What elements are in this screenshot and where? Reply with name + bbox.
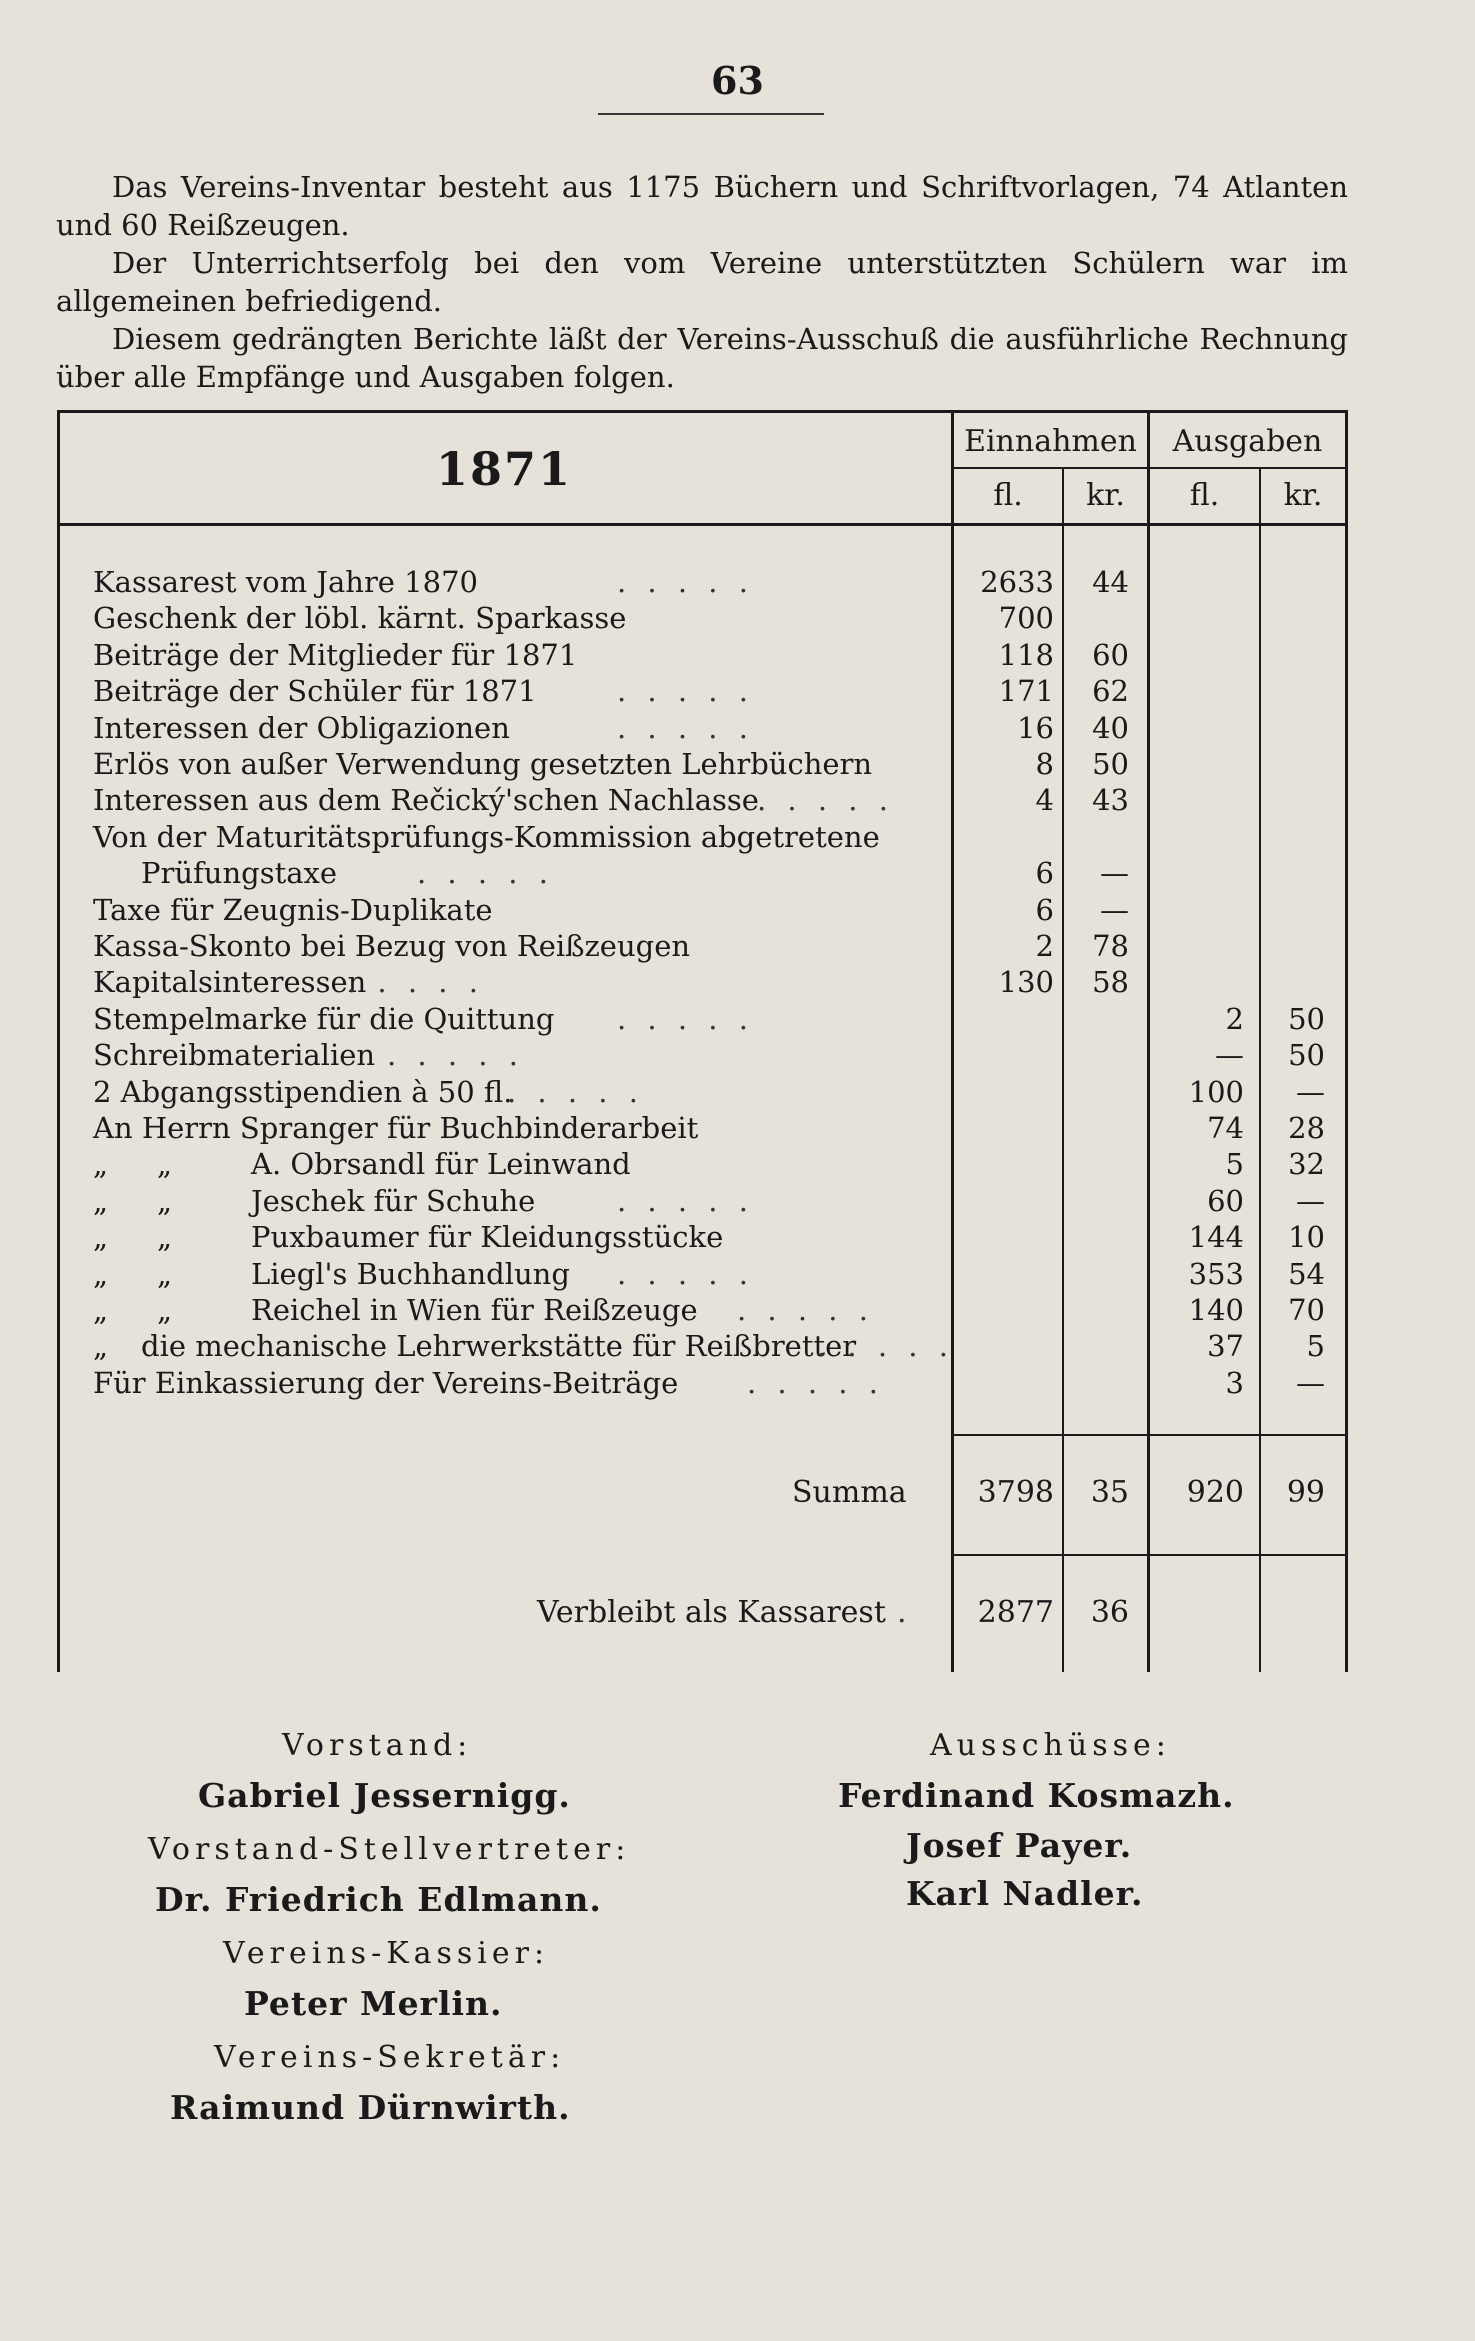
table-row [57,565,1348,599]
cell-ein-kr: — [1100,856,1129,891]
dot-leader: . . . . . [387,1038,524,1073]
cell-ein-kr: 60 [1092,637,1129,672]
sekretaer-title: Vereins-Sekretär: [214,2040,566,2075]
table-row [57,1111,1348,1145]
summa-ein-kr: 35 [1090,1475,1129,1510]
page-number-rule [598,113,824,115]
table-top-rule [57,410,1348,413]
table-row [57,638,1348,672]
cell-aus-kr: 10 [1288,1220,1325,1255]
cell-aus-fl: 353 [1188,1256,1244,1291]
cell-aus-fl: 140 [1188,1293,1244,1327]
cell-ein-fl: 8 [1035,747,1054,781]
summa-row [57,1476,1348,1510]
dot-leader: . . . . . [417,856,554,891]
dot-leader: . . . . . [617,1256,754,1291]
summa-aus-fl: 920 [1186,1475,1244,1510]
ditto-mark: „ [93,1220,109,1255]
balance-row [57,1596,1348,1630]
cell-aus-fl: 74 [1207,1111,1244,1145]
ditto-mark: „ [157,1220,173,1255]
cell-aus-kr: — [1296,1074,1325,1109]
ausschuss-name-2: Josef Payer. [906,1826,1133,1865]
cell-ein-kr: 44 [1092,565,1129,599]
cell-aus-fl: 2 [1225,1001,1244,1036]
row-label: 2 Abgangsstipendien à 50 fl. [93,1074,513,1109]
dot-leader: . . . . . [737,1293,874,1327]
cell-aus-kr: 28 [1288,1111,1325,1145]
row-label: Kapitalsinteressen [93,965,367,1000]
header-ein-fl: fl. [993,478,1023,513]
header-ausgaben: Ausgaben [1172,424,1323,459]
cell-aus-kr: 32 [1288,1147,1325,1182]
ausschuss-name-1: Ferdinand Kosmazh. [838,1776,1235,1815]
row-label: Reichel in Wien für Reißzeuge [251,1293,698,1327]
cell-aus-fl: 5 [1225,1147,1244,1182]
cell-aus-fl: 3 [1225,1365,1244,1400]
cell-aus-kr: — [1296,1365,1325,1400]
cell-ein-kr: — [1100,892,1129,927]
row-label: Von der Maturitätsprüfungs-Kommission abgetretene [93,819,880,854]
ditto-mark: „ [157,1256,173,1291]
cell-ein-fl: 6 [1035,856,1054,891]
cell-ein-kr: 58 [1092,965,1129,1000]
ditto-mark: „ [93,1329,109,1364]
table-row [57,1220,1348,1254]
balance-rule [951,1554,1348,1556]
table-row [57,893,1348,927]
dot-leader: . . . . . [507,1074,644,1109]
table-row [57,601,1348,635]
table-header-rule [57,523,1348,526]
cell-ein-kr: 62 [1092,674,1129,709]
summa-aus-kr: 99 [1286,1475,1325,1510]
sum-rule [951,1434,1348,1436]
cell-ein-fl: 700 [998,601,1054,636]
cell-ein-fl: 4 [1035,783,1054,818]
header-einnahmen: Einnahmen [964,424,1137,459]
row-label: An Herrn Spranger für Buchbinderarbeit [93,1111,699,1145]
table-row [57,747,1348,781]
cell-ein-fl: 2 [1035,929,1054,963]
row-label: Geschenk der löbl. kärnt. Sparkasse [93,601,627,636]
table-row [57,1366,1348,1400]
cell-ein-kr: 40 [1092,710,1129,745]
table-row [57,820,1348,854]
row-label: Stempelmarke für die Quittung [93,1001,555,1036]
paragraph-report: Diesem gedrängten Berichte läßt der Vereins-Ausschuß die ausführliche Rechnung über alle Empfänge und Ausgaben folgen. [56,322,1348,394]
cell-aus-kr: 5 [1306,1329,1325,1364]
row-label: Kassarest vom Jahre 1870 [93,565,478,599]
dot-leader: . . . . . [757,783,894,818]
cell-aus-kr: 70 [1288,1293,1325,1327]
table-row [57,674,1348,708]
table-row [57,1002,1348,1036]
ditto-mark: „ [93,1293,109,1327]
cell-aus-fl: — [1215,1038,1244,1073]
dot-leader: . . . . . [747,1365,884,1400]
dot-leader: . . . . . [617,710,754,745]
table-row [57,1329,1348,1363]
dot-leader: . . . . . [817,1329,954,1364]
balance-ein-fl: 2877 [977,1595,1054,1630]
cell-ein-fl: 130 [998,965,1054,1000]
table-row [57,711,1348,745]
vorstand-name: Gabriel Jessernigg. [198,1776,571,1815]
summa-ein-fl: 3798 [977,1475,1054,1510]
header-aus-kr: kr. [1283,478,1323,513]
row-label: Interessen der Obligazionen [93,710,510,745]
ditto-mark: „ [93,1183,109,1218]
cell-aus-fl: 37 [1207,1329,1244,1364]
row-label: Erlös von außer Verwendung gesetzten Lehrbüchern [93,747,873,781]
cell-ein-fl: 171 [998,674,1054,709]
sekretaer-name: Raimund Dürnwirth. [170,2088,571,2127]
dot-leader: . . . . . [617,1001,754,1036]
row-label: Puxbaumer für Kleidungsstücke [251,1220,724,1255]
table-row [57,856,1348,890]
ditto-mark: „ [157,1147,173,1182]
ditto-mark: „ [157,1183,173,1218]
table-row [57,1257,1348,1291]
row-label: Für Einkassierung der Vereins-Beiträge [93,1365,679,1400]
accounts-table [57,410,1348,1672]
row-label: Kassa-Skonto bei Bezug von Reißzeugen [93,929,691,963]
table-row [57,1075,1348,1109]
ditto-mark: „ [93,1256,109,1291]
header-aus-fl: fl. [1189,478,1220,513]
cell-aus-kr: 54 [1288,1256,1325,1291]
cell-aus-kr: 50 [1288,1001,1325,1036]
cell-ein-fl: 2633 [980,565,1054,599]
ditto-mark: „ [157,1293,173,1327]
dot-leader: . . . . . [617,565,754,599]
kassier-name: Peter Merlin. [244,1984,503,2023]
balance-ein-kr: 36 [1090,1595,1129,1630]
cell-ein-kr: 50 [1092,747,1129,781]
table-row [57,783,1348,817]
table-row [57,1293,1348,1327]
table-row [57,1147,1348,1181]
table-row [57,929,1348,963]
table-year: 1871 [435,442,573,496]
dot-leader: . . . . . [617,1183,754,1218]
cell-ein-fl: 16 [1017,710,1054,745]
ditto-mark: „ [93,1147,109,1182]
cell-ein-fl: 6 [1035,892,1054,927]
row-label: A. Obrsandl für Leinwand [251,1147,631,1182]
cell-aus-kr: 50 [1288,1038,1325,1073]
table-row [57,1184,1348,1218]
paragraph-inventory: Das Vereins-Inventar besteht aus 1175 Büchern und Schriftvorlagen, 74 Atlanten und 60 Reißzeugen. [56,170,1348,242]
summa-label: Summa [792,1475,907,1510]
ausschuss-name-3: Karl Nadler. [906,1874,1144,1913]
row-label: Schreibmaterialien [93,1038,376,1073]
row-label: Liegl's Buchhandlung [251,1256,570,1291]
ausschuesse-title: Ausschüsse: [930,1728,1171,1763]
cell-aus-kr: — [1296,1183,1325,1218]
row-label: Jeschek für Schuhe [251,1183,536,1218]
row-label: die mechanische Lehrwerkstätte für Reißbretter [141,1329,857,1364]
row-label: Interessen aus dem Rečický'schen Nachlasse [93,783,759,818]
cell-aus-fl: 60 [1207,1183,1244,1218]
cell-aus-fl: 100 [1188,1074,1244,1109]
cell-ein-fl: 118 [998,637,1054,672]
dot-leader: . . . . . [347,965,484,1000]
balance-leader: . [897,1595,913,1630]
row-label: Beiträge der Schüler für 1871 [93,674,537,709]
table-row [57,965,1348,999]
cell-ein-kr: 43 [1092,783,1129,818]
row-label: Prüfungstaxe [141,856,338,891]
cell-aus-fl: 144 [1188,1220,1244,1255]
row-label: Beiträge der Mitglieder für 1871 [93,637,578,672]
paragraph-success: Der Unterrichtserfolg bei den vom Vereine unterstützten Schülern war im allgemeinen befriedigend. [56,246,1348,318]
stellvertreter-title: Vorstand-Stellvertreter: [148,1832,631,1867]
header-ein-kr: kr. [1086,478,1125,513]
cell-ein-kr: 78 [1092,929,1129,963]
kassier-title: Vereins-Kassier: [223,1936,550,1971]
vorstand-title: Vorstand: [282,1728,473,1763]
balance-label: Verbleibt als Kassarest [537,1595,886,1630]
stellvertreter-name: Dr. Friedrich Edlmann. [155,1880,602,1919]
dot-leader: . . . . . [617,674,754,709]
table-row [57,1038,1348,1072]
row-label: Taxe für Zeugnis-Duplikate [93,892,493,927]
page-number: 63 [711,58,764,103]
